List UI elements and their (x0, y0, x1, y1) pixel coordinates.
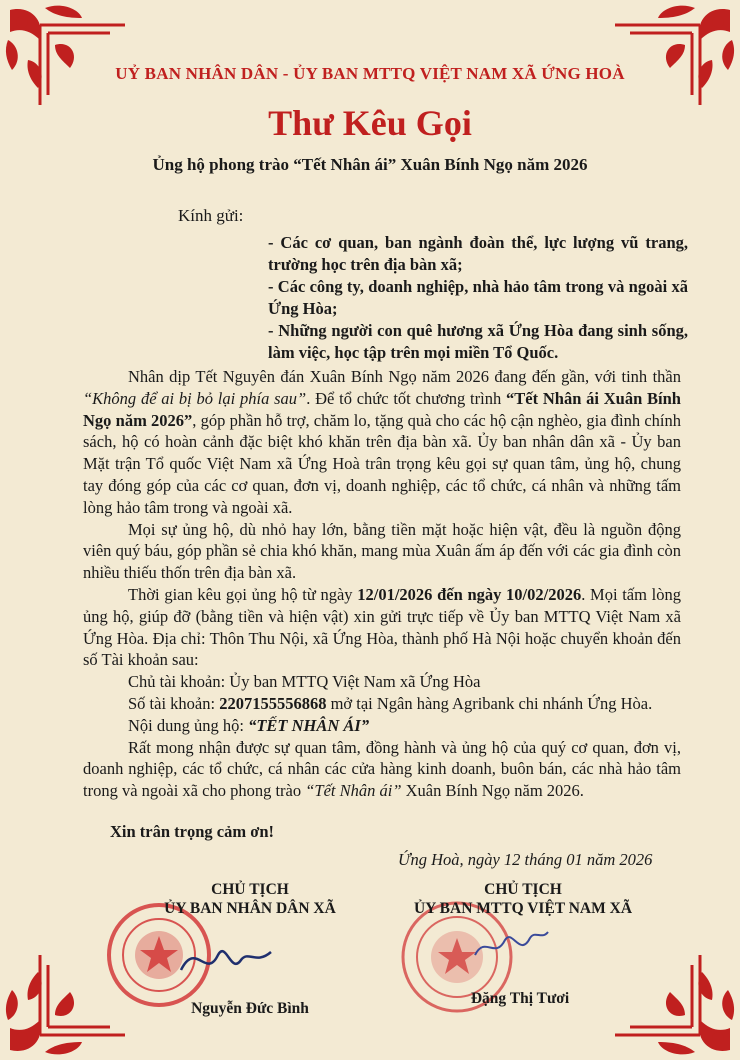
corner-ornament-icon (0, 0, 130, 110)
recipient-list (268, 232, 688, 364)
recipient-item: - Các cơ quan, ban ngành đoàn thể, lực lượng vũ trang, trường học trên địa bàn xã; (268, 233, 688, 274)
program-name: “Tết Nhân ái Xuân Bính Ngọ năm 2026” (83, 388, 681, 430)
signer-name-left: Nguyễn Đức Bình (191, 1000, 309, 1017)
text: Xuân Bính Ngọ năm 2026. (401, 781, 584, 801)
donation-content (83, 715, 681, 737)
closing-thanks: Xin trân trọng cảm ơn! (110, 822, 275, 841)
text: Rất mong nhận được sự quan tâm, đồng hành và ủng hộ của quý cơ quan, đơn vị, doanh nghiệp, các tổ chức, cá nhân các cửa hàng kinh doanh, buôn bán, các nhà hảo tâm trong và ngoài xã cho phong trào (83, 737, 681, 801)
paragraph (83, 584, 681, 671)
campaign-quote: “Tết Nhân ái” (305, 781, 402, 801)
page-title: Thư Kêu Gọi (268, 103, 472, 143)
text: Số tài khoản: (128, 693, 220, 713)
page-subtitle: Ủng hộ phong trào “Tết Nhân ái” Xuân Bính Ngọ năm 2026 (152, 155, 588, 174)
account-number: 2207155556868 (219, 693, 327, 713)
recipient-item: - Các công ty, doanh nghiệp, nhà hảo tâm trong và ngoài xã Ứng Hòa; (268, 277, 688, 318)
greeting: Kính gửi: (178, 206, 244, 225)
account-info (83, 693, 681, 715)
handwritten-signature (470, 920, 550, 975)
signer-title: CHỦ TỊCH (484, 881, 562, 898)
text: . Để tổ chức tốt chương trình (306, 388, 506, 408)
text: . Mọi tấm lòng ủng hộ, giúp đỡ (bằng tiền và hiện vật) xin gửi trực tiếp về Ủy ban MTTQ Việt Nam xã Ứng Hòa. Địa chỉ: Thôn Thu Nội, xã Ứng Hòa, thành phố Hà Nội hoặc chuyển khoản đến số Tài khoản sau: (83, 584, 681, 670)
recipient-item: - Những người con quê hương xã Ứng Hòa đang sinh sống, làm việc, học tập trên mọi miền Tổ Quốc. (268, 321, 688, 362)
date-line: Ứng Hoà, ngày 12 tháng 01 năm 2026 (398, 850, 653, 869)
text: Nội dung ủng hộ: (128, 715, 249, 735)
letter-body (83, 366, 681, 802)
text: Nhân dịp Tết Nguyên đán Xuân Bính Ngọ năm 2026 đang đến gần, với tinh thần (128, 367, 681, 386)
signer-org: ỦY BAN MTTQ VIỆT NAM XÃ (413, 900, 633, 917)
signature-block-left (160, 880, 340, 918)
paragraph (83, 737, 681, 802)
signer-name-right: Đặng Thị Tươi (470, 990, 570, 1007)
signer-org: ỦY BAN NHÂN DÂN XÃ (164, 900, 336, 917)
signature-block-right (388, 880, 658, 918)
text: , góp phần hỗ trợ, chăm lo, tặng quà cho các hộ cận nghèo, gia đình chính sách, hộ có hoàn cảnh đặc biệt khó khăn trên địa bàn xã. Ủy ban nhân dân xã - Ủy ban Mặt trận Tổ quốc Việt Nam xã Ứng Hoà trân trọng kêu gọi sự quan tâm, ủng hộ, chung tay đóng góp của các cơ quan, đơn vị, doanh nghiệp, các tổ chức, cá nhân và những tấm lòng hảo tâm trong và ngoài xã. (83, 410, 681, 517)
paragraph: Mọi sự ủng hộ, dù nhỏ hay lớn, bằng tiền mặt hoặc hiện vật, đều là nguồn động viên quý báu, góp phần sẻ chia khó khăn, mang mùa Xuân ấm áp đến với các gia đình còn nhiều thiếu thốn trên địa bàn xã. (83, 519, 681, 583)
organization-header: UỶ BAN NHÂN DÂN - ỦY BAN MTTQ VIỆT NAM XÃ ỨNG HOÀ (115, 64, 625, 83)
motto-quote: “Không để ai bị bỏ lại phía sau” (83, 388, 307, 408)
campaign-dates: 12/01/2026 đến ngày 10/02/2026 (357, 584, 582, 604)
signer-title: CHỦ TỊCH (211, 881, 289, 898)
account-holder: Chủ tài khoản: Ủy ban MTTQ Việt Nam xã Ứng Hòa (128, 672, 481, 692)
text: Thời gian kêu gọi ủng hộ từ ngày (128, 584, 358, 604)
paragraph (83, 366, 681, 519)
donation-content-value: “TẾT NHÂN ÁI” (248, 715, 370, 735)
handwritten-signature (176, 930, 276, 995)
corner-ornament-icon (610, 950, 740, 1060)
corner-ornament-icon (610, 0, 740, 110)
text: mở tại Ngân hàng Agribank chi nhánh Ứng Hòa. (326, 693, 653, 713)
